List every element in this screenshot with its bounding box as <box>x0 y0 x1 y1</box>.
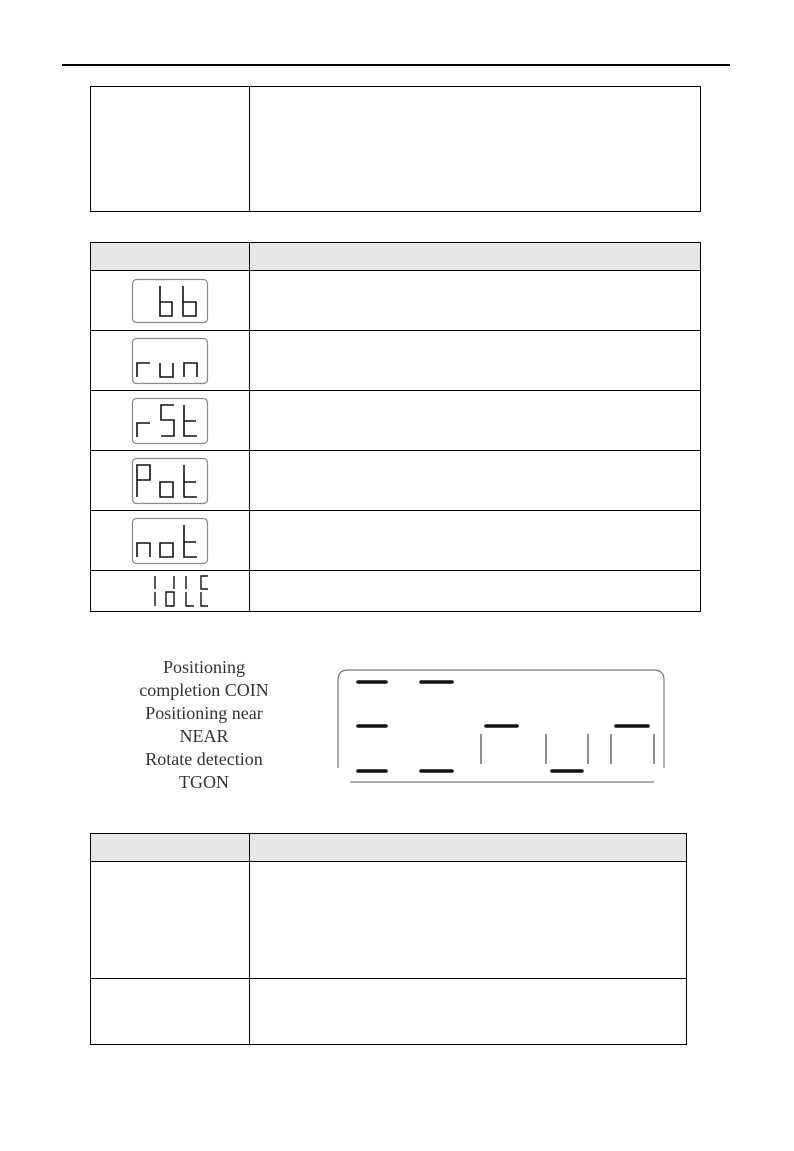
signal-label-tgon-2: TGON <box>179 772 229 792</box>
status-table-header-1 <box>91 243 250 271</box>
bottom-table-row-2 <box>91 979 687 1045</box>
signal-labels <box>112 656 296 794</box>
status-table-header-2 <box>250 243 701 271</box>
bottom-table-row-1-cell-2 <box>250 862 687 979</box>
lcd-rst-icon <box>131 397 209 445</box>
status-display-table <box>90 242 701 612</box>
top-table-cell-2 <box>250 87 701 212</box>
header-rule <box>62 64 730 66</box>
status-desc-pot <box>250 451 701 511</box>
signal-label-near-1: Positioning near <box>145 703 263 723</box>
status-desc-rst <box>250 391 701 451</box>
bottom-table-row-2-cell-2 <box>250 979 687 1045</box>
bottom-table-row-2-cell-1 <box>91 979 250 1045</box>
status-row-idle <box>91 571 701 612</box>
signal-label-near-2: NEAR <box>179 726 229 746</box>
top-table <box>90 86 701 212</box>
status-row-not <box>91 511 701 571</box>
bottom-table-header-1 <box>91 834 250 862</box>
lcd-pot-icon <box>131 457 209 505</box>
status-row-run <box>91 331 701 391</box>
signal-label-coin-1: Positioning <box>162 657 246 677</box>
lcd-not-icon <box>131 517 209 565</box>
bottom-table-row-1-cell-1 <box>91 862 250 979</box>
status-desc-bb <box>250 271 701 331</box>
bottom-table <box>90 833 687 1045</box>
status-desc-run <box>250 331 701 391</box>
signal-label-tgon-1: Rotate detection <box>145 749 263 769</box>
segment-indicator-panel-icon <box>334 666 674 795</box>
status-row-pot <box>91 451 701 511</box>
lcd-bb-icon <box>131 278 209 324</box>
signal-label-coin-2: completion COIN <box>139 680 269 700</box>
bottom-table-row-1 <box>91 862 687 979</box>
status-row-bb <box>91 271 701 331</box>
lcd-idle-icon <box>152 572 212 610</box>
status-desc-idle <box>250 571 701 612</box>
bottom-table-header-2 <box>250 834 687 862</box>
top-table-cell-1 <box>91 87 250 212</box>
status-row-rst <box>91 391 701 451</box>
lcd-run-icon <box>131 337 209 385</box>
status-desc-not <box>250 511 701 571</box>
